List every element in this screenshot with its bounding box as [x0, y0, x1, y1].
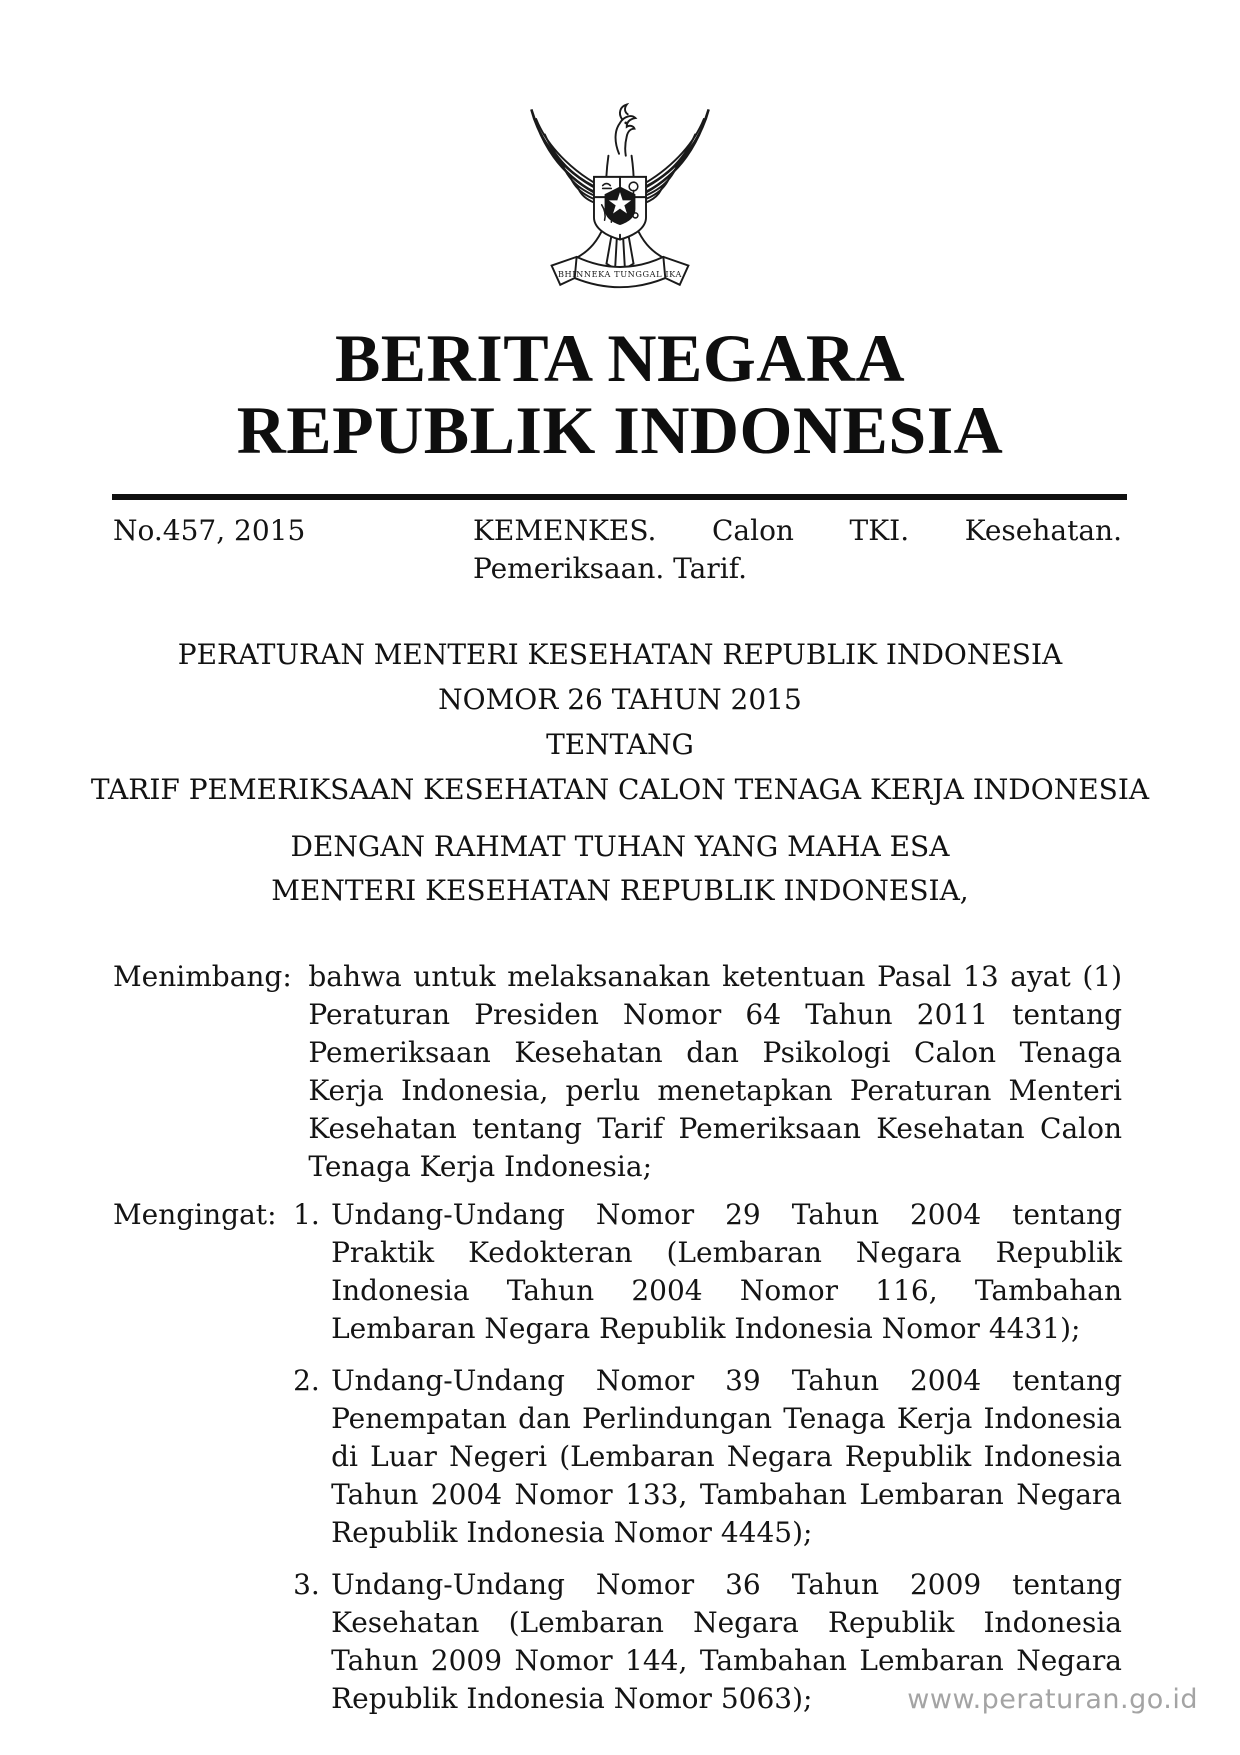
item-number: 2.	[293, 1364, 320, 1397]
regulation-issuer: PERATURAN MENTERI KESEHATAN REPUBLIK INDONESIA	[177, 638, 1063, 671]
considerations-block	[113, 958, 1122, 1186]
gazette-number: No.457, 2015	[113, 514, 306, 547]
gazette-subject-line1	[473, 512, 1122, 550]
item-number: 1.	[293, 1198, 320, 1231]
subject-word: KEMENKES.	[473, 514, 657, 547]
regulation-number: NOMOR 26 TAHUN 2015	[438, 683, 802, 716]
gazette-subject-line2: Pemeriksaan. Tarif.	[473, 552, 747, 585]
legal-basis-colon: :	[267, 1198, 277, 1231]
legal-basis-item	[293, 1362, 1122, 1552]
masthead-title	[0, 322, 1240, 466]
legal-basis-label: Mengingat	[113, 1198, 268, 1231]
masthead-title-line1: BERITA NEGARA	[334, 320, 906, 396]
regulation-authority: MENTERI KESEHATAN REPUBLIK INDONESIA,	[271, 874, 969, 907]
regulation-heading	[0, 640, 1240, 906]
legal-basis-item	[293, 1196, 1122, 1348]
subject-word: Kesehatan.	[964, 514, 1122, 547]
legal-basis-block	[113, 1196, 1122, 1718]
regulation-subject: TARIF PEMERIKSAAN KESEHATAN CALON TENAGA KERJA INDONESIA	[90, 773, 1150, 806]
gazette-subject	[473, 512, 1122, 588]
garuda-pancasila-emblem	[518, 94, 722, 306]
watermark-url: www.peraturan.go.id	[907, 1684, 1198, 1715]
legal-basis-items	[293, 1196, 1122, 1718]
considerations-colon: :	[282, 960, 292, 993]
item-number: 3.	[293, 1568, 320, 1601]
item-text: Undang-Undang Nomor 39 Tahun 2004 tentang Penempatan dan Perlindungan Tenaga Kerja Indonesia di Luar Negeri (Lembaran Negara Republik Indonesia Tahun 2004 Nomor 133, Tambahan Lembaran Negara Republik Indonesia Nomor 4445);	[331, 1364, 1122, 1549]
garuda-pancasila-icon	[518, 94, 722, 306]
regulation-invocation: DENGAN RAHMAT TUHAN YANG MAHA ESA	[290, 830, 950, 863]
considerations-text: bahwa untuk melaksanakan ketentuan Pasal 13 ayat (1) Peraturan Presiden Nomor 64 Tahun 2011 tentang Pemeriksaan Kesehatan dan Psikologi Calon Tenaga Kerja Indonesia, perlu menetapkan Peraturan Menteri Kesehatan tentang Tarif Pemeriksaan Kesehatan Calon Tenaga Kerja Indonesia;	[308, 960, 1122, 1183]
regulation-about: TENTANG	[546, 728, 694, 761]
item-text: Undang-Undang Nomor 36 Tahun 2009 tentang Kesehatan (Lembaran Negara Republik Indonesia Tahun 2009 Nomor 144, Tambahan Lembaran Negara Republik Indonesia Nomor 5063);	[331, 1568, 1122, 1715]
subject-word: Calon	[712, 514, 794, 547]
considerations-label: Menimbang	[113, 960, 283, 993]
masthead-title-line2: REPUBLIK INDONESIA	[236, 392, 1004, 468]
emblem-motto-text: BHINNEKA TUNGGAL IKA	[557, 269, 683, 280]
subject-word: TKI.	[849, 514, 910, 547]
item-text: Undang-Undang Nomor 29 Tahun 2004 tentang Praktik Kedokteran (Lembaran Negara Republik Indonesia Tahun 2004 Nomor 116, Tambahan Lembaran Negara Republik Indonesia Nomor 4431);	[331, 1198, 1122, 1345]
masthead-rule	[112, 494, 1127, 500]
gazette-meta	[113, 512, 1122, 588]
